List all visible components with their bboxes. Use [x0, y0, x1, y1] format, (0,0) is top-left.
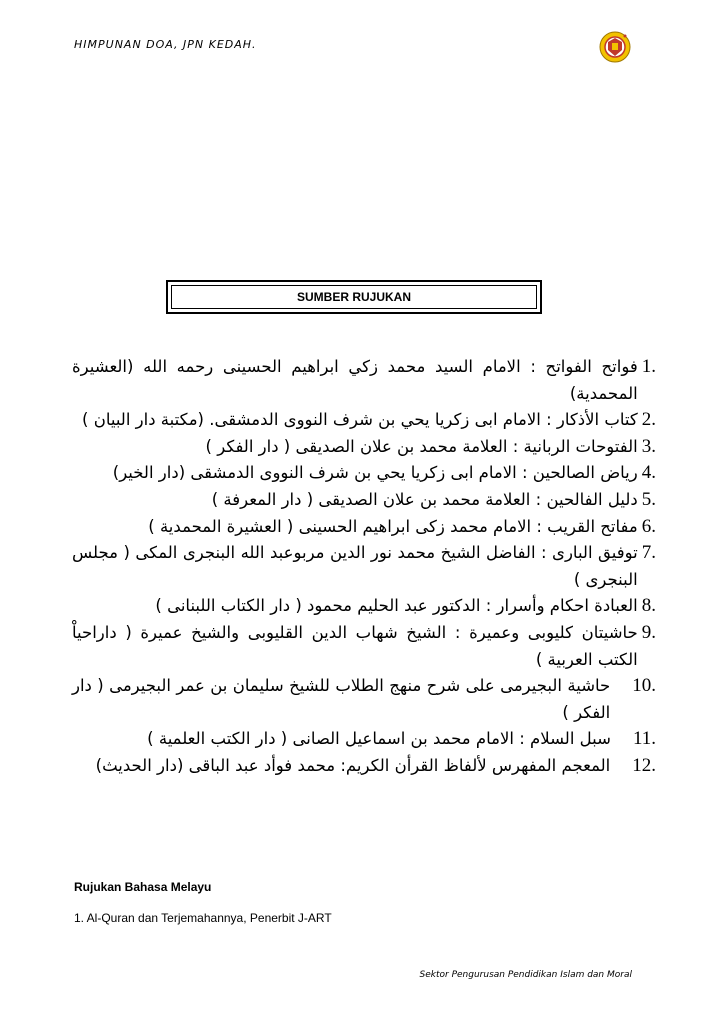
list-item [72, 540, 656, 593]
reference-number: 11. [632, 728, 656, 750]
section-title-box [166, 280, 542, 314]
reference-text: سبل السلام : الامام محمد بن اسماعيل الصانى ( دار الكتب العلمية ) [147, 729, 611, 749]
reference-number: 3. [641, 435, 656, 457]
reference-text: حاشيتان كليوبى وعميرة : الشيخ شهاب الدين القليوبى والشيخ عميرة ( داراحياْ الكتب العربية ) [72, 622, 638, 669]
reference-text: كتاب الأذكار : الامام ابى زكريا يحي بن شرف النووى الدمشقى. (مكتبة دار البيان ) [82, 410, 638, 430]
reference-number: 2. [641, 409, 656, 431]
list-item [72, 673, 656, 726]
jpn-kedah-crest-icon [598, 30, 632, 64]
list-item [72, 726, 656, 753]
reference-text: فواتح الفواتح : الامام السيد محمد زكي ابراهيم الحسينى رحمه الله (العشيرة المحمدية) [72, 357, 638, 403]
list-item [72, 407, 656, 434]
list-item [72, 753, 656, 780]
list-item [72, 514, 656, 541]
list-item [72, 434, 656, 461]
reference-number: 6. [641, 515, 656, 537]
header-title: HIMPUNAN DOA, JPN KEDAH. [74, 38, 257, 51]
reference-text: مفاتح القريب : الامام محمد زكى ابراهيم الحسينى ( العشيرة المحمدية ) [148, 516, 638, 536]
list-item [72, 593, 656, 620]
list-item [72, 460, 656, 487]
reference-number: 7. [641, 542, 656, 564]
reference-list [72, 354, 656, 780]
section-title: SUMBER RUJUKAN [171, 285, 537, 309]
reference-number: 8. [641, 595, 656, 617]
footer-text: Sektor Pengurusan Pendidikan Islam dan Moral [419, 970, 632, 980]
reference-number: 1. [641, 356, 656, 377]
list-item [72, 620, 656, 673]
reference-text: الفتوحات الربانية : العلامة محمد بن علان الصديقى ( دار الفكر ) [205, 436, 638, 456]
reference-text: توفيق البارى : الفاضل الشيخ محمد نور الدين مربوعبد الله البنجرى المكى ( مجلس البنجرى ) [72, 543, 638, 589]
list-item [72, 487, 656, 514]
reference-text: دليل الفالحين : العلامة محمد بن علان الصديقى ( دار المعرفة ) [211, 489, 638, 509]
reference-text: المعجم المفهرس لألفاظ القرأن الكريم: محمد فوأد عبد الباقى (دار الحديث) [95, 755, 611, 775]
reference-text: حاشية البجيرمى على شرح منهج الطلاب للشيخ سليمان بن عمر البجيرمى ( دار الفكر ) [72, 676, 611, 722]
reference-number: 5. [641, 488, 656, 510]
list-item [72, 354, 656, 407]
reference-text: العبادة احكام وأسرار : الدكتور عبد الحليم محمود ( دار الكتاب اللبنانى ) [155, 596, 638, 616]
reference-number: 10. [632, 675, 656, 697]
melayu-reference-item: 1. Al-Quran dan Terjemahannya, Penerbit J-ART [74, 911, 332, 925]
reference-text: رياض الصالحين : الامام ابى زكريا يحي بن شرف النووى الدمشقى (دار الخير) [112, 463, 638, 483]
reference-number: 9. [641, 621, 656, 643]
melayu-references-heading: Rujukan Bahasa Melayu [74, 880, 212, 894]
reference-number: 4. [641, 462, 656, 484]
reference-number: 12. [632, 754, 656, 776]
